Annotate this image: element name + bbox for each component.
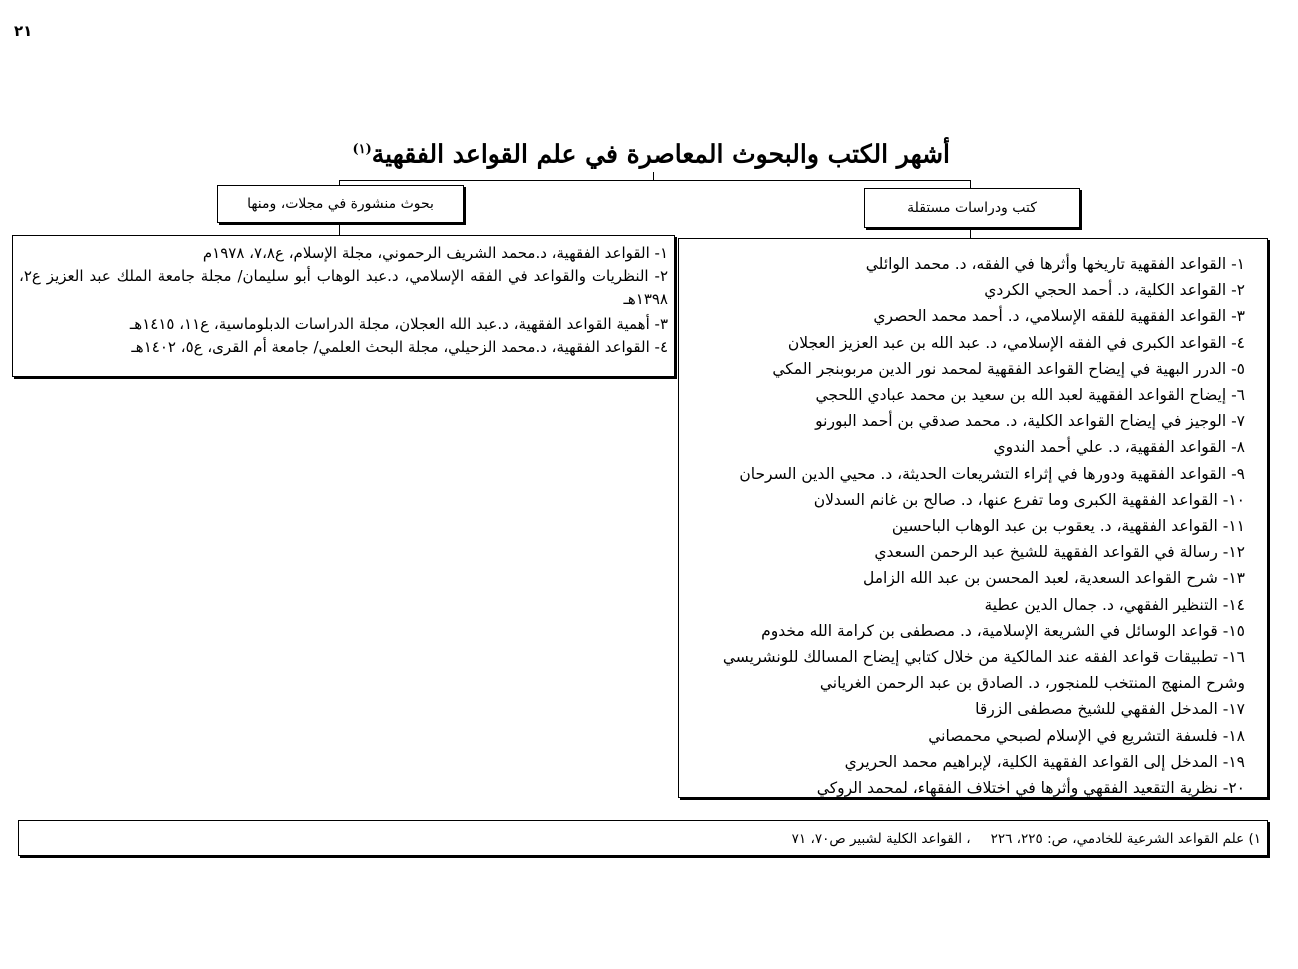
book-item: ٢- القواعد الكلية، د. أحمد الحجي الكردي xyxy=(984,281,1245,300)
research-item: ٤- القواعد الفقهية، د.محمد الزحيلي، مجلة البحث العلمي/ جامعة أم القرى، ع٥، ١٤٠٢هـ xyxy=(131,338,668,356)
research-list xyxy=(19,242,668,359)
research-branch-label: بحوث منشورة في مجلات، ومنها xyxy=(217,185,464,223)
book-item: ٦- إيضاح القواعد الفقهية لعبد الله بن سعيد بن محمد عبادي اللحجي xyxy=(815,386,1245,405)
footnote-source-2: ، القواعد الكلية لشبير ص٧٠، ٧١ xyxy=(791,831,971,847)
page-title xyxy=(300,128,950,172)
page-number: ٢١ xyxy=(14,22,33,40)
tree-connector-books-list xyxy=(970,228,971,238)
book-item: ٤- القواعد الكبرى في الفقه الإسلامي، د. عبد الله بن عبد العزيز العجلان xyxy=(787,333,1245,352)
tree-connector-horizontal xyxy=(339,180,971,181)
books-branch-label: كتب ودراسات مستقلة xyxy=(864,188,1080,228)
book-item: ١٦- تطبيقات قواعد الفقه عند المالكية من خلال كتابي إيضاح المسالك للونشريسي xyxy=(722,648,1245,667)
book-item: ١- القواعد الفقهية تاريخها وأثرها في الفقه، د. محمد الوائلي xyxy=(865,255,1245,273)
books-list-box xyxy=(678,238,1268,798)
book-item: ٨- القواعد الفقهية، د. علي أحمد الندوي xyxy=(993,438,1245,457)
book-item: ١٠- القواعد الفقهية الكبرى وما تفرع عنها، د. صالح بن غانم السدلان xyxy=(813,490,1245,509)
research-item: ٢- النظريات والقواعد في الفقه الإسلامي، د.عبد الوهاب أبو سليمان/ مجلة جامعة الملك عبد العزيز ع٢، ١٣٩٨هـ xyxy=(19,267,668,308)
book-item: وشرح المنهج المنتخب للمنجور، د. الصادق بن عبد الرحمن الغرياني xyxy=(819,674,1245,693)
book-item: ٧- الوجيز في إيضاح القواعد الكلية، د. محمد صدقي بن أحمد البورنو xyxy=(815,412,1245,431)
research-item: ٣- أهمية القواعد الفقهية، د.عبد الله العجلان، مجلة الدراسات الدبلوماسية، ع١١، ١٤١٥هـ xyxy=(129,315,668,333)
research-list-box xyxy=(12,235,675,377)
tree-connector-research-list xyxy=(339,223,340,235)
book-item: ١٥- قواعد الوسائل في الشريعة الإسلامية، د. مصطفى بن كرامة الله مخدوم xyxy=(761,621,1245,640)
book-item: ١٧- المدخل الفقهي للشيخ مصطفى الزرقا xyxy=(975,700,1245,719)
book-item: ١٢- رسالة في القواعد الفقهية للشيخ عبد الرحمن السعدي xyxy=(874,543,1245,562)
title-footnote-marker: (١) xyxy=(352,142,372,157)
research-item: ١- القواعد الفقهية، د.محمد الشريف الرحموني، مجلة الإسلام، ع٧،٨، ١٩٧٨م xyxy=(202,244,668,262)
book-item: ١٤- التنظير الفقهي، د. جمال الدين عطية xyxy=(984,595,1245,614)
book-item: ١٩- المدخل إلى القواعد الفقهية الكلية، لإبراهيم محمد الحريري xyxy=(844,752,1245,771)
book-item: ٥- الدرر البهية في إيضاح القواعد الفقهية لمحمد نور الدين مربوبنجر المكي xyxy=(772,359,1245,378)
book-item: ٩- القواعد الفقهية ودورها في إثراء التشريعات الحديثة، د. محيي الدين السرحان xyxy=(739,464,1245,483)
book-item: ٣- القواعد الفقهية للفقه الإسلامي، د. أحمد محمد الحصري xyxy=(873,307,1245,326)
footnote-box xyxy=(18,820,1268,856)
book-item: ١٣- شرح القواعد السعدية، لعبد المحسن بن عبد الله الزامل xyxy=(862,569,1245,588)
title-text: أشهر الكتب والبحوث المعاصرة في علم القواعد الفقهية xyxy=(371,139,950,169)
tree-connector-right-drop xyxy=(970,180,971,188)
footnote-source-1: ١) علم القواعد الشرعية للخادمي، ص: ٢٢٥، ٢٢٦ xyxy=(990,831,1261,847)
book-item: ١١- القواعد الفقهية، د. يعقوب بن عبد الوهاب الباحسين xyxy=(891,517,1245,536)
book-item: ٢٠- نظرية التقعيد الفقهي وأثرها في اختلاف الفقهاء، لمحمد الروكي xyxy=(816,779,1245,798)
books-list xyxy=(683,251,1245,801)
book-item: ١٨- فلسفة التشريع في الإسلام لصبحي محمصاني xyxy=(928,726,1245,745)
